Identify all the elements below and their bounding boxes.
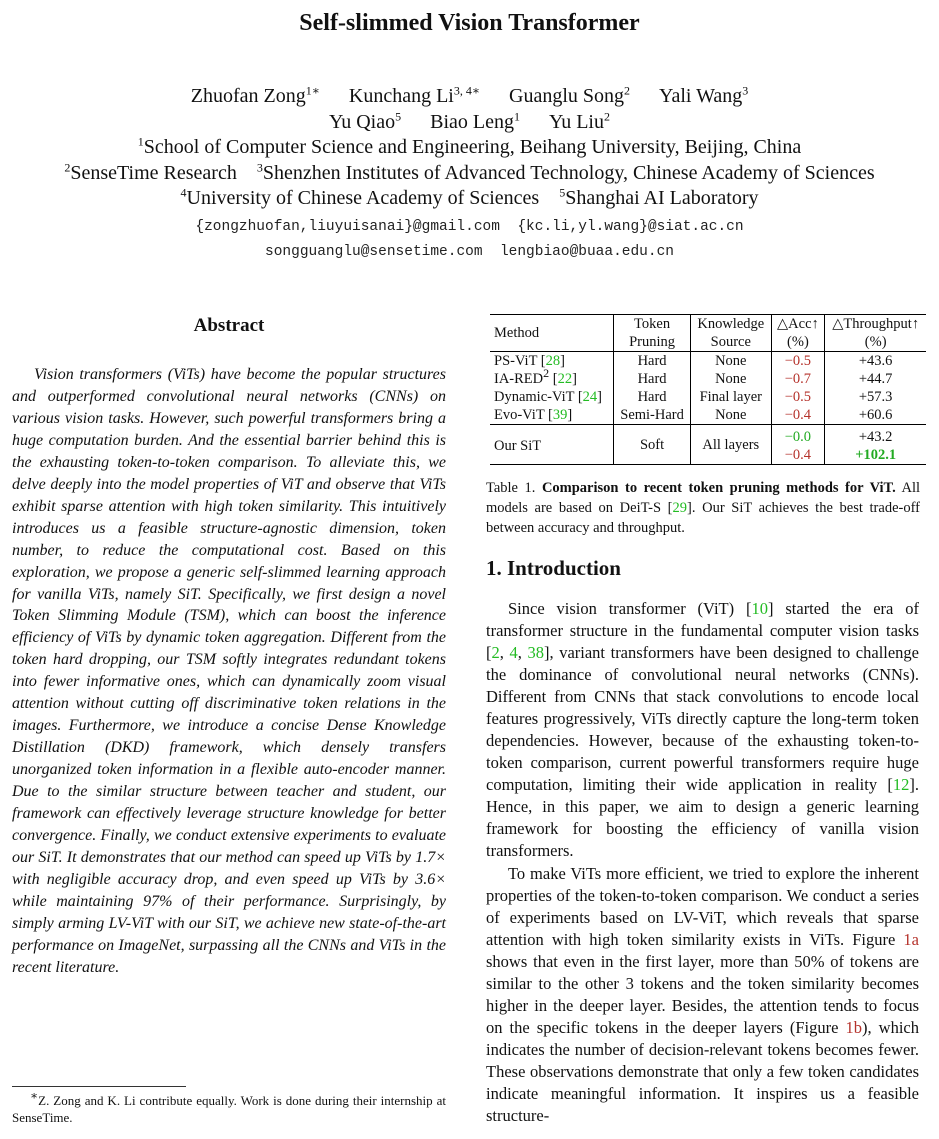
- text-run: ,: [499, 643, 510, 662]
- col-header-token: Token: [614, 315, 691, 334]
- col-subheader-knowledge: Source: [691, 333, 771, 352]
- text-run: shows that even in the first layer, more than 50% of tokens are similar to the other 3 tokens and the token similarity becomes higher in the deeper layer. Besides, the attention tends to focus on the specific tokens in the deeper layers (Figure: [486, 952, 919, 1037]
- author: Guanglu Song$^2$: [509, 83, 631, 107]
- author-list-2: [0, 110, 939, 135]
- figure-ref-link[interactable]: 1b: [845, 1018, 862, 1037]
- table-row: IA-RED$^2$ [22] Hard None −0.7 +44.7: [490, 370, 926, 388]
- table-caption: Table 1. Comparison to recent token pruning methods for ViT. All models are based on DeiT-S [29]. Our SiT achieves the best trade-off between accuracy and throughput.: [486, 480, 921, 536]
- figure-ref-link[interactable]: 1a: [903, 930, 919, 949]
- citation-link[interactable]: 38: [527, 643, 544, 662]
- citation-link[interactable]: 28: [545, 353, 561, 369]
- author: Biao Leng$^1$: [430, 109, 520, 133]
- email-line-2: songguanglu@sensetime.com lengbiao@buaa.edu.cn: [265, 244, 674, 260]
- intro-paragraph-1: [486, 598, 919, 862]
- email-line-1: {zongzhuofan,liuyuisanai}@gmail.com {kc.li,yl.wang}@siat.ac.cn: [195, 219, 744, 235]
- citation-link[interactable]: 10: [751, 599, 768, 618]
- author: Yu Qiao$^5$: [329, 109, 402, 133]
- footnote-rule: [12, 1086, 186, 1087]
- col-header-knowledge: Knowledge: [691, 315, 771, 334]
- citation-link[interactable]: 39: [552, 407, 568, 423]
- table-row-ours: Our SiT Soft All layers −0.0 +43.2: [490, 425, 926, 447]
- author: Kunchang $Li^{3, 4∗}$: [348, 83, 481, 107]
- citation-link[interactable]: 4: [509, 643, 518, 662]
- col-subheader-throughput: (%): [825, 333, 926, 352]
- text-run: ]. Hence, in this paper, we aim to design a generic learning framework for boosting the efficiency of vanilla vision transformers.: [486, 775, 919, 860]
- col-header-throughput: △Throughput↑: [825, 315, 926, 334]
- author-list-1: [0, 84, 939, 109]
- abstract-text: Vision transformers (ViTs) have become the popular structures and outperformed convolutional neural networks (CNNs) on various vision tasks. However, such powerful transformers bring a huge computation burden. And the essential barrier behind this is the exhausting token-to-token comparison. To alleviate this, we delve deeply into the model properties of ViT and observe that ViTs exhibit sparse attention with high token similarity. This intuitively introduces us a feasible structure-agnostic dimension, token number, to reduce the computational cost. Based on this exploration, we propose a generic self-slimmed learning approach for vanilla ViTs, namely SiT. Specifically, we first design a novel Token Slimming Module (TSM), which can boost the inference efficiency of ViTs by dynamic token aggregation. Different from the token hard dropping, our TSM softly integrates redundant tokens into fewer informative ones, which can dynamically zoom visual attention without cutting off discriminative token relations in the images. Furthermore, we introduce a concise Dense Knowledge Distillation (DKD) framework, which densely transfers unorganized token information in a flexible auto-encoder manner. Due to the similar structure between teacher and student, our framework can effectively leverage structure knowledge for better convergence. Finally, we conduct extensive experiments to evaluate our SiT. It demonstrates that our method can speed up ViTs by 1.7× with negligible accuracy drop, and even speed up ViTs by 3.6× while maintaining 97% of their performance. Surprisingly, by simply arming LV-ViT with our SiT, we achieve new state-of-the-art performance on ImageNet, surpassing all the CNNs and ViTs in the recent literature.: [12, 366, 446, 976]
- intro-paragraph-2: [486, 863, 919, 1127]
- text-run: ,: [517, 643, 528, 662]
- paper-title: Self-slimmed Vision Transformer: [299, 10, 640, 36]
- affiliation-1: $^1$School of Computer Science and Engineering, Beihang University, Beijing, China: [137, 134, 802, 158]
- citation-link[interactable]: 2: [491, 643, 500, 662]
- text-run: ] started the era of transformer structure in the fundamental computer vision tasks [: [486, 599, 919, 662]
- footnote: ∗Z. Zong and K. Li contribute equally. Work is done during their internship at SenseTime.: [12, 1088, 446, 1125]
- col-subheader-token: Pruning: [614, 333, 691, 352]
- citation-link[interactable]: 24: [582, 389, 598, 405]
- text-run: To make ViTs more efficient, we tried to explore the inherent properties of the token-to-token comparison. We conduct a series of experiments based on LV-ViT, which reveals that sparse attention with high token similarity exists in ViTs. Figure: [486, 864, 919, 949]
- col-header-acc: △Acc↑: [771, 315, 825, 334]
- citation-link[interactable]: 22: [557, 371, 573, 387]
- author: Yu Liu$^2$: [548, 109, 610, 133]
- text-run: ), which indicates the number of decision-relevant tokens becomes fewer. These observations demonstrate that only a few token candidates indicate meaningful information. It inspires us a feasible structure-: [486, 1018, 920, 1125]
- text-run: Since vision transformer (ViT) [: [508, 599, 752, 618]
- table-1: [490, 314, 926, 465]
- col-subheader-acc: (%): [771, 333, 825, 352]
- table-row: PS-ViT [28] Hard None −0.5 +43.6: [490, 352, 926, 371]
- table-row: Evo-ViT [39] Semi-Hard None −0.4 +60.6: [490, 406, 926, 425]
- section-heading-introduction: 1. Introduction: [486, 556, 621, 580]
- author: Yali Wang$^3$: [659, 83, 749, 107]
- col-header-method: Method: [490, 315, 614, 352]
- text-run: ], variant transformers have been designed to challenge the dominance of convolutional neural networks (CNNs). Different from CNNs that stack convolutions to encode local features progressively, ViTs directly capture the long-term token dependencies. However, because of the exhausting token-to-token comparison, current powerful transformers require huge computation, limiting their wide application in reality [: [486, 643, 920, 794]
- abstract-body: [12, 364, 446, 979]
- citation-link[interactable]: 29: [672, 500, 687, 516]
- introduction-body: [486, 598, 919, 1127]
- table-row-ours: −0.4 +102.1: [490, 446, 926, 465]
- table-row: Dynamic-ViT [24] Hard Final layer −0.5 +57.3: [490, 388, 926, 406]
- affiliation-4-5: $^4$University of Chinese Academy of Sciences $^5$Shanghai AI Laboratory: [180, 185, 759, 209]
- abstract-heading: Abstract: [193, 315, 265, 336]
- author: Zhuofan Zong$^{1∗}$: [190, 83, 320, 107]
- citation-link[interactable]: 12: [892, 775, 910, 794]
- affiliation-2-3: $^2$SenseTime Research $^3$Shenzhen Institutes of Advanced Technology, Chinese Academy of Sciences: [64, 160, 875, 184]
